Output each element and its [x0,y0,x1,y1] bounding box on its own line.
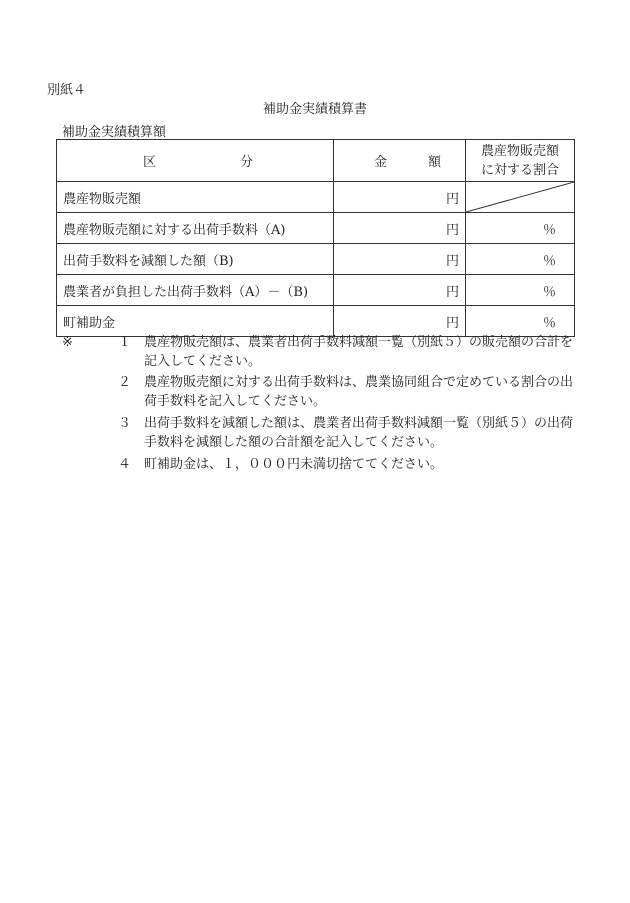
note-number: １ [118,335,132,350]
subsidy-calculation-table [56,139,575,337]
row-label: 農業者が負担した出荷手数料（A）－（B) [57,275,334,306]
note-text: 農産物販売額に対する出荷手数料は、農業協同組合で定めている割合の出荷手数料を記入してください。 [144,375,574,409]
note-item [118,333,584,371]
amount-header-char-1: 金 [374,155,388,170]
ratio-input-cell[interactable]: ％ [466,213,575,244]
table-row [57,213,575,244]
category-header-char-2: 分 [239,155,253,170]
amount-input-cell[interactable]: 円 [334,306,466,337]
table-row [57,275,575,306]
amount-header [334,140,466,182]
appendix-label: 別紙４ [47,83,87,98]
ratio-input-cell[interactable]: ％ [466,275,575,306]
diagonal-strike [466,182,574,212]
amount-input-cell[interactable]: 円 [334,213,466,244]
note-number: ４ [118,457,132,472]
amount-input-cell[interactable]: 円 [334,182,466,213]
ratio-input-cell[interactable]: ％ [466,244,575,275]
amount-header-char-2: 額 [427,155,441,170]
note-text: 町補助金は、１，０００円未満切捨ててください。 [144,457,444,472]
row-label: 農産物販売額 [57,182,334,213]
note-number: ３ [118,416,132,431]
note-item [118,455,584,474]
table-row [57,182,575,213]
ratio-header [466,140,575,182]
ratio-input-cell[interactable]: ％ [466,306,575,337]
ratio-not-applicable-cell [466,182,575,213]
row-label: 出荷手数料を減額した額（B) [57,244,334,275]
note-item [118,414,584,452]
note-item [118,373,584,411]
note-number: ２ [118,375,132,390]
category-header [57,140,334,182]
note-text: 出荷手数料を減額した額は、農業者出荷手数料減額一覧（別紙５）の出荷手数料を減額した額の合計額を記入してください。 [144,416,574,450]
table-row [57,244,575,275]
row-label: 町補助金 [57,306,334,337]
document-title: 補助金実績積算書 [262,102,367,117]
note-text: 農産物販売額は、農業者出荷手数料減額一覧（別紙５）の販売額の合計を記入してください。 [144,335,574,369]
row-label: 農産物販売額に対する出荷手数料（A) [57,213,334,244]
notes-mark: ※ [62,335,73,350]
ratio-header-line-1: 農産物販売額 [480,143,559,159]
ratio-header-line-2: に対する割合 [480,162,559,178]
table-header-row [57,140,575,182]
table-row [57,306,575,337]
category-header-char-1: 区 [143,155,157,170]
amount-input-cell[interactable]: 円 [334,275,466,306]
amount-input-cell[interactable]: 円 [334,244,466,275]
table-caption: 補助金実績積算額 [62,125,167,140]
